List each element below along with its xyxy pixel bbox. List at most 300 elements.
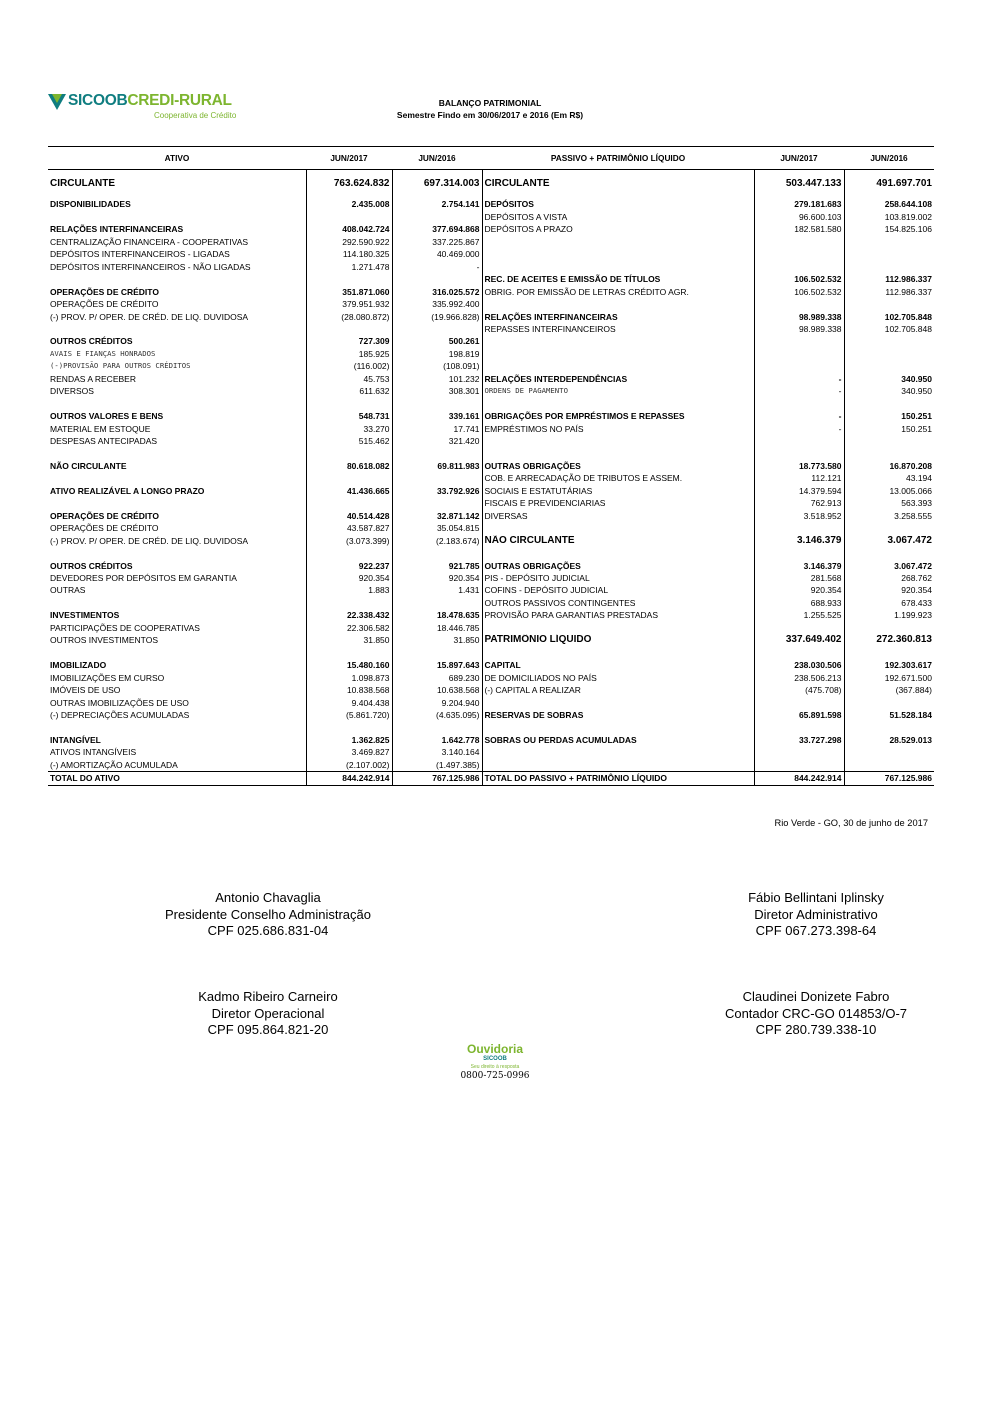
liability-jun2017: 33.727.298 — [754, 734, 844, 746]
liability-jun2017: 281.568 — [754, 572, 844, 584]
liability-jun2016 — [844, 647, 934, 659]
liability-jun2016 — [844, 261, 934, 273]
liability-jun2017: 1.255.525 — [754, 609, 844, 621]
asset-jun2017 — [306, 170, 392, 179]
total-row — [48, 772, 934, 785]
ouvidoria-phone: 0800-725-0996 — [460, 1071, 530, 1081]
liability-jun2017 — [754, 448, 844, 460]
asset-jun2017: 922.237 — [306, 560, 392, 572]
asset-jun2016 — [392, 273, 482, 285]
liability-label: ORDENS DE PAGAMENTO — [482, 385, 754, 397]
asset-jun2017: (28.080.872) — [306, 311, 392, 323]
signature-block — [668, 989, 964, 1039]
asset-label: PARTICIPAÇÕES DE COOPERATIVAS — [50, 622, 200, 633]
asset-jun2017: 31.850 — [306, 634, 392, 646]
asset-jun2017: 2.435.008 — [306, 198, 392, 210]
liability-jun2017 — [754, 236, 844, 248]
asset-jun2016: (1.497.385) — [392, 759, 482, 772]
liability-jun2017 — [754, 348, 844, 360]
asset-jun2017 — [306, 448, 392, 460]
liability-label: EMPRÉSTIMOS NO PAÍS — [482, 423, 754, 435]
liability-label — [482, 721, 754, 733]
asset-jun2017: 45.753 — [306, 373, 392, 385]
asset-label: OUTROS CRÉDITOS — [50, 560, 133, 571]
asset-jun2017: 611.632 — [306, 385, 392, 397]
asset-jun2017: 1.883 — [306, 584, 392, 596]
liability-label — [482, 697, 754, 709]
liability-label: REC. DE ACEITES E EMISSÃO DE TÍTULOS — [482, 273, 754, 285]
table-row — [48, 398, 934, 410]
asset-label: IMÓVEIS DE USO — [50, 685, 121, 696]
asset-label — [48, 323, 306, 335]
table-row — [48, 535, 934, 547]
liability-jun2016 — [844, 360, 934, 372]
liability-jun2017: 98.989.338 — [754, 323, 844, 335]
liability-jun2016 — [844, 348, 934, 360]
asset-jun2016: (19.966.828) — [392, 311, 482, 323]
table-row — [48, 385, 934, 397]
table-row — [48, 178, 934, 190]
asset-jun2017: 33.270 — [306, 423, 392, 435]
liability-label — [482, 622, 754, 634]
table-row — [48, 435, 934, 447]
asset-jun2017 — [306, 211, 392, 223]
table-row — [48, 497, 934, 509]
table-row — [48, 335, 934, 347]
liability-jun2017 — [754, 298, 844, 310]
liability-jun2017 — [754, 261, 844, 273]
liability-label — [482, 348, 754, 360]
asset-jun2017 — [306, 273, 392, 285]
asset-jun2016 — [392, 647, 482, 659]
table-row — [48, 572, 934, 584]
asset-jun2017: 80.618.082 — [306, 460, 392, 472]
table-row — [48, 721, 934, 733]
liability-jun2016: 767.125.986 — [844, 772, 934, 785]
liability-jun2017 — [754, 398, 844, 410]
header-ativo-jun2016: JUN/2016 — [392, 147, 482, 170]
liability-label — [482, 360, 754, 372]
liability-jun2016: 150.251 — [844, 410, 934, 422]
liability-jun2016 — [844, 398, 934, 410]
asset-jun2017: (2.107.002) — [306, 759, 392, 772]
liability-label: CIRCULANTE — [482, 178, 754, 190]
asset-jun2016 — [392, 597, 482, 609]
ouvidoria-name: Ouvidoria — [466, 1042, 523, 1056]
liability-jun2017 — [754, 721, 844, 733]
liability-label: PATRIMÔNIO LÍQUIDO — [482, 634, 754, 646]
asset-jun2016: 1.431 — [392, 584, 482, 596]
asset-jun2016 — [392, 211, 482, 223]
asset-jun2016: 101.232 — [392, 373, 482, 385]
liability-label: SOBRAS OU PERDAS ACUMULADAS — [482, 734, 754, 746]
place-date: Rio Verde - GO, 30 de junho de 2017 — [774, 818, 928, 828]
liability-label: FISCAIS E PREVIDENCIARIAS — [482, 497, 754, 509]
liability-label: DEPÓSITOS A PRAZO — [482, 223, 754, 235]
asset-label — [48, 211, 306, 223]
asset-jun2016: 500.261 — [392, 335, 482, 347]
asset-jun2016: 689.230 — [392, 672, 482, 684]
asset-jun2016: (2.183.674) — [392, 535, 482, 547]
asset-label — [48, 597, 306, 609]
asset-jun2017: (5.861.720) — [306, 709, 392, 721]
liability-label: TOTAL DO PASSIVO + PATRIMÔNIO LÍQUIDO — [482, 772, 754, 785]
asset-jun2016: 921.785 — [392, 560, 482, 572]
asset-label: OUTRAS IMOBILIZAÇÕES DE USO — [50, 697, 189, 708]
liability-label — [482, 248, 754, 260]
liability-jun2017: (475.708) — [754, 684, 844, 696]
liability-jun2016: 3.258.555 — [844, 510, 934, 522]
document-title: BALANÇO PATRIMONIAL — [438, 98, 542, 108]
liability-jun2017: - — [754, 373, 844, 385]
asset-label: ATIVO REALIZÁVEL A LONGO PRAZO — [50, 485, 205, 496]
liability-jun2016 — [844, 746, 934, 758]
asset-jun2016: 339.161 — [392, 410, 482, 422]
asset-jun2017: 920.354 — [306, 572, 392, 584]
liability-jun2016: 1.199.923 — [844, 609, 934, 621]
asset-jun2016 — [392, 170, 482, 179]
liability-jun2016: 563.393 — [844, 497, 934, 509]
asset-jun2017: 548.731 — [306, 410, 392, 422]
liability-label — [482, 746, 754, 758]
liability-label: RELAÇÕES INTERFINANCEIRAS — [482, 311, 754, 323]
asset-jun2016 — [392, 721, 482, 733]
table-row — [48, 510, 934, 522]
liability-label: DEPÓSITOS A VISTA — [482, 211, 754, 223]
liability-jun2017: 3.518.952 — [754, 510, 844, 522]
liability-jun2016: 112.986.337 — [844, 273, 934, 285]
table-row — [48, 746, 934, 758]
asset-jun2016: 316.025.572 — [392, 286, 482, 298]
asset-label: IMOBILIZADO — [50, 660, 107, 671]
asset-label — [48, 190, 306, 198]
company-logo — [48, 92, 248, 124]
liability-label: PIS - DEPÓSITO JUDICIAL — [482, 572, 754, 584]
liability-jun2016: 491.697.701 — [844, 178, 934, 190]
signer-name: Kadmo Ribeiro Carneiro — [198, 989, 338, 1004]
liability-jun2017 — [754, 190, 844, 198]
liability-jun2017: 18.773.580 — [754, 460, 844, 472]
asset-label: (-) DEPRECIAÇÕES ACUMULADAS — [50, 709, 190, 720]
liability-jun2016: 154.825.106 — [844, 223, 934, 235]
liability-label — [482, 759, 754, 772]
asset-label: OUTROS VALORES E BENS — [50, 411, 164, 422]
asset-jun2017: (116.002) — [306, 360, 392, 372]
liability-jun2016 — [844, 298, 934, 310]
balance-sheet-table — [48, 146, 934, 786]
liability-jun2017 — [754, 759, 844, 772]
asset-label: OUTROS INVESTIMENTOS — [50, 635, 158, 646]
asset-jun2016: 35.054.815 — [392, 522, 482, 534]
liability-label: SOCIAIS E ESTATUTÁRIAS — [482, 485, 754, 497]
signature-block — [120, 989, 416, 1039]
asset-label — [48, 647, 306, 659]
asset-label: AVAIS E FIANÇAS HONRADOS — [50, 348, 156, 358]
table-row — [48, 248, 934, 260]
table-row — [48, 273, 934, 285]
asset-jun2017: 15.480.160 — [306, 659, 392, 671]
liability-label — [482, 398, 754, 410]
asset-jun2016 — [392, 472, 482, 484]
liability-jun2016: 51.528.184 — [844, 709, 934, 721]
liability-jun2016 — [844, 448, 934, 460]
liability-jun2017: 337.649.402 — [754, 634, 844, 646]
asset-label: CENTRALIZAÇÃO FINANCEIRA - COOPERATIVAS — [50, 236, 249, 247]
table-row — [48, 622, 934, 634]
liability-jun2017 — [754, 647, 844, 659]
table-row — [48, 360, 934, 372]
table-row — [48, 584, 934, 596]
asset-label: OPERAÇÕES DE CRÉDITO — [50, 523, 159, 534]
header-passivo-jun2016: JUN/2016 — [844, 147, 934, 170]
table-row — [48, 348, 934, 360]
liability-jun2016: 678.433 — [844, 597, 934, 609]
asset-jun2017: 408.042.724 — [306, 223, 392, 235]
asset-label: OPERAÇÕES DE CRÉDITO — [50, 510, 159, 521]
asset-label: RENDAS A RECEBER — [50, 373, 136, 384]
asset-label: NÃO CIRCULANTE — [50, 460, 127, 471]
header-ativo: ATIVO — [48, 147, 306, 170]
liability-jun2017 — [754, 547, 844, 559]
liability-jun2017: 762.913 — [754, 497, 844, 509]
ouvidoria-logo — [455, 1043, 535, 1087]
liability-jun2016 — [844, 190, 934, 198]
liability-jun2016: 150.251 — [844, 423, 934, 435]
asset-jun2016 — [392, 190, 482, 198]
liability-jun2016 — [844, 248, 934, 260]
asset-jun2017: 3.469.827 — [306, 746, 392, 758]
table-row — [48, 448, 934, 460]
asset-jun2016: 33.792.926 — [392, 485, 482, 497]
table-row — [48, 223, 934, 235]
liability-label: COB. E ARRECADAÇÃO DE TRIBUTOS E ASSEM. — [482, 472, 754, 484]
liability-label: NÃO CIRCULANTE — [482, 535, 754, 547]
asset-jun2017: 114.180.325 — [306, 248, 392, 260]
table-row — [48, 522, 934, 534]
liability-jun2016: 16.870.208 — [844, 460, 934, 472]
table-row — [48, 547, 934, 559]
asset-jun2017: 351.871.060 — [306, 286, 392, 298]
liability-label: RESERVAS DE SOBRAS — [482, 709, 754, 721]
asset-jun2017: 185.925 — [306, 348, 392, 360]
table-row — [48, 410, 934, 422]
asset-jun2016: 15.897.643 — [392, 659, 482, 671]
asset-jun2017: 844.242.914 — [306, 772, 392, 785]
asset-jun2016: 32.871.142 — [392, 510, 482, 522]
asset-label: CIRCULANTE — [50, 178, 115, 189]
liability-jun2016: 272.360.813 — [844, 634, 934, 646]
asset-label: (-)PROVISÃO PARA OUTROS CRÉDITOS — [50, 361, 191, 371]
liability-label: REPASSES INTERFINANCEIROS — [482, 323, 754, 335]
table-row — [48, 286, 934, 298]
liability-jun2016: (367.884) — [844, 684, 934, 696]
asset-jun2016: 1.642.778 — [392, 734, 482, 746]
table-row — [48, 759, 934, 772]
asset-jun2016 — [392, 497, 482, 509]
asset-jun2016: 3.140.164 — [392, 746, 482, 758]
table-row — [48, 298, 934, 310]
asset-jun2016: 198.819 — [392, 348, 482, 360]
liability-jun2016: 340.950 — [844, 373, 934, 385]
asset-label: TOTAL DO ATIVO — [48, 772, 306, 785]
asset-jun2017: 10.838.568 — [306, 684, 392, 696]
liability-jun2016 — [844, 170, 934, 179]
asset-label: INTANGÍVEL — [50, 734, 101, 745]
liability-jun2017 — [754, 697, 844, 709]
table-row — [48, 485, 934, 497]
liability-jun2016: 103.819.002 — [844, 211, 934, 223]
header-passivo: PASSIVO + PATRIMÔNIO LÍQUIDO — [482, 147, 754, 170]
liability-jun2017: 112.121 — [754, 472, 844, 484]
asset-jun2016: 9.204.940 — [392, 697, 482, 709]
table-row — [48, 647, 934, 659]
asset-label — [48, 273, 306, 285]
table-header-row — [48, 147, 934, 170]
asset-jun2016: 69.811.983 — [392, 460, 482, 472]
signer-role: Presidente Conselho Administração — [165, 906, 371, 922]
signer-id: CPF 067.273.398-64 — [755, 923, 877, 938]
liability-jun2016 — [844, 522, 934, 534]
table-row — [48, 236, 934, 248]
asset-jun2017: 22.338.432 — [306, 609, 392, 621]
asset-jun2016: 697.314.003 — [392, 178, 482, 190]
table-body — [48, 170, 934, 786]
liability-label: OUTROS PASSIVOS CONTINGENTES — [482, 597, 754, 609]
asset-jun2016: 920.354 — [392, 572, 482, 584]
asset-jun2016 — [392, 448, 482, 460]
asset-label: DESPESAS ANTECIPADAS — [50, 436, 158, 447]
liability-label: DIVERSAS — [482, 510, 754, 522]
asset-jun2017: 379.951.932 — [306, 298, 392, 310]
asset-jun2016: - — [392, 261, 482, 273]
liability-jun2016: 28.529.013 — [844, 734, 934, 746]
asset-jun2017: 1.098.873 — [306, 672, 392, 684]
table-row — [48, 460, 934, 472]
liability-label: COFINS - DEPÓSITO JUDICIAL — [482, 584, 754, 596]
asset-label — [48, 398, 306, 410]
liability-jun2017: 503.447.133 — [754, 178, 844, 190]
asset-jun2016: 2.754.141 — [392, 198, 482, 210]
asset-jun2017: 22.306.582 — [306, 622, 392, 634]
asset-jun2017: 1.271.478 — [306, 261, 392, 273]
liability-jun2017 — [754, 360, 844, 372]
liability-label: PROVISÃO PARA GARANTIAS PRESTADAS — [482, 609, 754, 621]
document-subtitle: Semestre Findo em 30/06/2017 e 2016 (Em R$) — [396, 110, 584, 120]
liability-jun2016: 340.950 — [844, 385, 934, 397]
asset-jun2016: 40.469.000 — [392, 248, 482, 260]
liability-jun2017 — [754, 248, 844, 260]
liability-jun2017: 3.146.379 — [754, 560, 844, 572]
asset-jun2016: 18.446.785 — [392, 622, 482, 634]
liability-jun2016: 268.762 — [844, 572, 934, 584]
liability-jun2017: 3.146.379 — [754, 535, 844, 547]
asset-label — [48, 547, 306, 559]
liability-label — [482, 236, 754, 248]
asset-jun2016: 377.694.868 — [392, 223, 482, 235]
liability-label — [482, 298, 754, 310]
table-row — [48, 634, 934, 646]
liability-label — [482, 335, 754, 347]
asset-jun2016: (4.635.095) — [392, 709, 482, 721]
document-title-block — [380, 97, 600, 121]
liability-label: RELAÇÕES INTERDEPENDÊNCIAS — [482, 373, 754, 385]
asset-jun2016 — [392, 547, 482, 559]
liability-jun2016 — [844, 721, 934, 733]
signature-block — [668, 890, 964, 940]
table-row — [48, 311, 934, 323]
liability-jun2017: - — [754, 410, 844, 422]
liability-label — [482, 547, 754, 559]
liability-label: CAPITAL — [482, 659, 754, 671]
liability-label: OUTRAS OBRIGAÇÕES — [482, 460, 754, 472]
asset-label: IMOBILIZAÇÕES EM CURSO — [50, 672, 165, 683]
liability-label — [482, 522, 754, 534]
liability-jun2017 — [754, 522, 844, 534]
liability-jun2016 — [844, 697, 934, 709]
liability-jun2016 — [844, 622, 934, 634]
liability-jun2017: - — [754, 385, 844, 397]
asset-jun2016: 767.125.986 — [392, 772, 482, 785]
table-row — [48, 560, 934, 572]
liability-jun2017: 688.933 — [754, 597, 844, 609]
asset-label: DEPÓSITOS INTERFINANCEIROS - NÃO LIGADAS — [50, 261, 251, 272]
table-row — [48, 373, 934, 385]
liability-label — [482, 435, 754, 447]
asset-jun2017: 43.587.827 — [306, 522, 392, 534]
asset-label: OUTRAS — [50, 585, 86, 596]
liability-label — [482, 261, 754, 273]
asset-jun2016 — [392, 398, 482, 410]
liability-jun2016: 102.705.848 — [844, 323, 934, 335]
signer-role: Diretor Operacional — [211, 1005, 325, 1021]
asset-jun2016: (108.091) — [392, 360, 482, 372]
liability-jun2017: 182.581.580 — [754, 223, 844, 235]
signer-name: Claudinei Donizete Fabro — [742, 989, 890, 1004]
table-row — [48, 734, 934, 746]
liability-label — [482, 170, 754, 179]
liability-jun2017: 238.030.506 — [754, 659, 844, 671]
table-row — [48, 472, 934, 484]
spacer-row — [48, 170, 934, 179]
liability-jun2016: 102.705.848 — [844, 311, 934, 323]
liability-jun2016: 192.671.500 — [844, 672, 934, 684]
liability-label: OBRIGAÇÕES POR EMPRÉSTIMOS E REPASSES — [482, 410, 754, 422]
ouvidoria-brand: SICOOB — [483, 1056, 507, 1062]
table-row — [48, 684, 934, 696]
asset-label: OPERAÇÕES DE CRÉDITO — [50, 286, 159, 297]
asset-jun2016 — [392, 323, 482, 335]
signer-name: Fábio Bellintani Iplinsky — [748, 890, 884, 905]
table-row — [48, 597, 934, 609]
asset-jun2017: (3.073.399) — [306, 535, 392, 547]
liability-jun2016: 13.005.066 — [844, 485, 934, 497]
asset-jun2017: 292.590.922 — [306, 236, 392, 248]
liability-jun2017: 98.989.338 — [754, 311, 844, 323]
asset-jun2016: 18.478.635 — [392, 609, 482, 621]
liability-label: DEPÓSITOS — [482, 198, 754, 210]
ouvidoria-tagline: Seu direito à resposta — [470, 1064, 520, 1070]
asset-jun2017 — [306, 721, 392, 733]
asset-label: DIVERSOS — [50, 386, 94, 397]
liability-jun2017 — [754, 622, 844, 634]
table-row — [48, 659, 934, 671]
asset-jun2017: 9.404.438 — [306, 697, 392, 709]
asset-jun2016: 17.741 — [392, 423, 482, 435]
table-row — [48, 198, 934, 210]
liability-jun2016: 43.194 — [844, 472, 934, 484]
asset-label: OPERAÇÕES DE CRÉDITO — [50, 299, 159, 310]
liability-label — [482, 647, 754, 659]
